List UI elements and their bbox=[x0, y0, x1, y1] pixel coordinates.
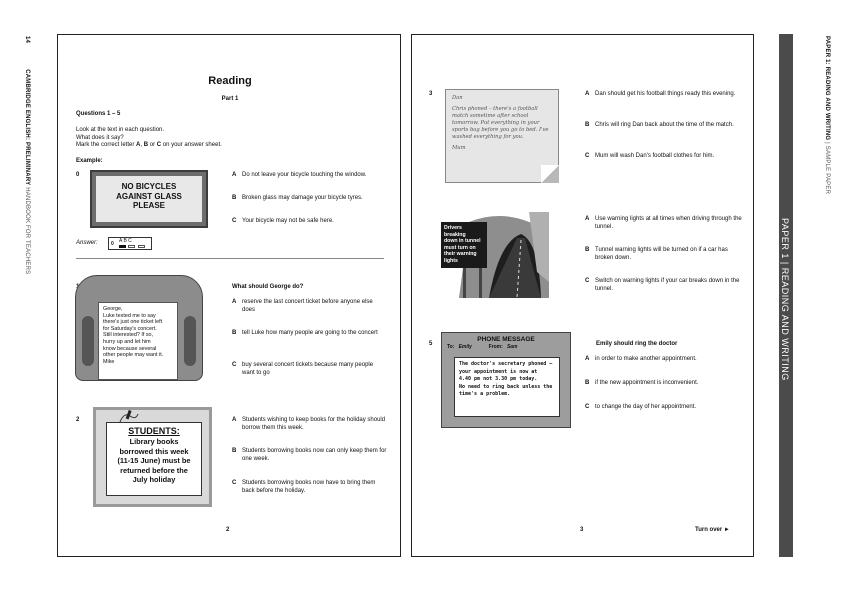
margin-sample-label: SAMPLE PAPER bbox=[824, 145, 830, 195]
option-a[interactable]: A in order to make another appointment. bbox=[585, 356, 697, 362]
option-a[interactable]: A reserve the last concert ticket before anyone else does bbox=[232, 299, 373, 313]
sign-line: AGAINST GLASS bbox=[116, 191, 182, 201]
option-c[interactable]: C buy several concert tickets because many people want to go bbox=[232, 362, 374, 376]
option-b[interactable]: B Chris will ring Dan back about the time of the match. bbox=[585, 122, 734, 128]
option-a[interactable]: A Students wishing to keep books for the holiday should borrow them this week. bbox=[232, 417, 386, 431]
option-c[interactable]: C to change the day of her appointment. bbox=[585, 404, 697, 410]
answer-letters: A B C bbox=[119, 238, 132, 244]
option-b[interactable]: B tell Luke how many people are going to the concert bbox=[232, 330, 378, 336]
margin-series-title: CAMBRIDGE ENGLISH: PRELIMINARY bbox=[24, 69, 30, 186]
answer-label: Answer: bbox=[76, 240, 98, 246]
message-heading: PHONE MESSAGE bbox=[477, 336, 535, 343]
question-number: 5 bbox=[429, 341, 433, 347]
answer-grid bbox=[108, 237, 152, 250]
page-number: 3 bbox=[580, 527, 584, 533]
option-a[interactable]: A Dan should get his football things ready this evening. bbox=[585, 91, 736, 97]
option-a[interactable]: A Use warning lights at all times when driving through the tunnel. bbox=[585, 216, 742, 230]
option-c[interactable]: C Your bicycle may not be safe here. bbox=[232, 218, 334, 224]
page-curl bbox=[541, 165, 559, 183]
margin-handbook-title: HANDBOOK FOR TEACHERS bbox=[24, 187, 30, 275]
notice-body: Library books borrowed this week (11-15 June) must be returned before the July holiday bbox=[117, 437, 191, 484]
option-c[interactable]: C Students borrowing books now have to bring them back before the holiday. bbox=[232, 480, 376, 494]
notice-heading: STUDENTS: bbox=[128, 426, 180, 436]
sign-line: NO BICYCLES bbox=[121, 182, 177, 191]
option-a[interactable]: A Do not leave your bicycle touching the window. bbox=[232, 172, 367, 178]
phone-side-key bbox=[82, 316, 94, 366]
message-to-from: To: Emily From: Sam bbox=[447, 344, 518, 350]
notice-paper bbox=[106, 422, 202, 496]
part-label: Part 1 bbox=[221, 96, 239, 102]
no-bicycles-sign bbox=[90, 170, 208, 228]
questions-range: Questions 1 – 5 bbox=[76, 111, 121, 117]
tunnel-picture bbox=[429, 212, 549, 298]
option-b[interactable]: B Students borrowing books now can only keep them for one week. bbox=[232, 448, 387, 462]
right-page bbox=[411, 34, 754, 557]
mobile-phone-picture bbox=[75, 275, 203, 381]
left-running-head bbox=[24, 36, 30, 274]
tunnel-warning-sign: Drivers breaking down in tunnel must turn on their warning lights bbox=[441, 222, 487, 268]
sign-line: PLEASE bbox=[132, 201, 165, 210]
page-number: 2 bbox=[226, 527, 230, 533]
answer-mark-filled bbox=[119, 245, 126, 248]
section-side-bar-label: PAPER 1 | READING AND WRITING bbox=[780, 218, 790, 381]
turn-over-label: Turn over ► bbox=[695, 527, 730, 533]
option-c[interactable]: C Mum will wash Dan's football clothes for him. bbox=[585, 153, 715, 159]
option-b[interactable]: B Tunnel warning lights will be turned on if a car has broken down. bbox=[585, 247, 728, 261]
handwritten-note: Dan Chris phoned – there's a football match sometime after school tomorrow. Put everything in your sports bag before you go to bed. I've washed everything for you. Mum bbox=[445, 89, 559, 183]
option-b[interactable]: B if the new appointment is inconvenient. bbox=[585, 380, 699, 386]
note-greeting: Dan bbox=[452, 95, 463, 101]
answer-number: 0 bbox=[111, 241, 114, 247]
question-text: What should George do? bbox=[232, 284, 304, 290]
question-text: Emily should ring the doctor bbox=[596, 341, 678, 347]
instruction-line: What does it say? bbox=[76, 134, 124, 141]
left-page bbox=[57, 34, 401, 557]
question-number: 2 bbox=[76, 417, 80, 423]
right-running-head: PAPER 1: READING AND WRITING | SAMPLE PAPER bbox=[824, 36, 830, 195]
page-title: Reading bbox=[208, 75, 252, 87]
instructions bbox=[76, 127, 222, 150]
option-b[interactable]: B Broken glass may damage your bicycle tyres. bbox=[232, 195, 363, 201]
answer-mark-empty bbox=[128, 245, 135, 248]
margin-paper-title: PAPER 1: READING AND WRITING bbox=[824, 36, 830, 141]
phone-screen: George, Luke texted me to say there's just one ticket left for Saturday's concert. Still interested? If so, hurry up and let him know because several other people may want it. Mike bbox=[98, 302, 178, 380]
library-notice-board bbox=[93, 407, 212, 507]
question-number: 0 bbox=[76, 172, 80, 178]
instruction-line: Mark the correct letter A, B or C on your answer sheet. bbox=[76, 142, 222, 148]
option-c[interactable]: C Switch on warning lights if your car breaks down in the tunnel. bbox=[585, 278, 740, 292]
margin-page-number: 14 bbox=[24, 36, 30, 44]
phone-message-slip bbox=[441, 332, 571, 428]
note-signature: Mum bbox=[452, 145, 466, 151]
divider bbox=[76, 258, 384, 259]
phone-side-key bbox=[184, 316, 196, 366]
answer-mark-empty bbox=[138, 245, 145, 248]
example-label: Example: bbox=[76, 158, 103, 164]
instruction-line: Look at the text in each question. bbox=[76, 127, 165, 133]
question-number: 3 bbox=[429, 91, 433, 97]
message-body: The doctor's secretary phoned – your appointment is now at 4.40 pm not 3.30 pm today. No need to ring back unless the time's a problem. bbox=[454, 357, 560, 417]
